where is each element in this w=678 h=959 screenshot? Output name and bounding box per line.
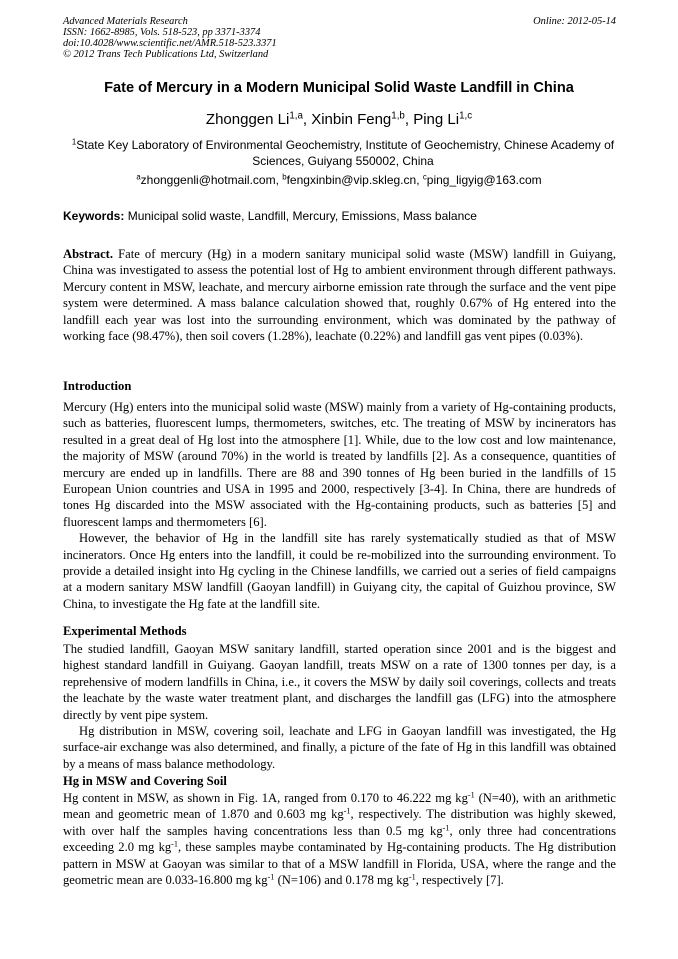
section-heading-hg-msw: Hg in MSW and Covering Soil: [63, 774, 227, 788]
abstract: [63, 246, 616, 344]
text-run: , these samples maybe contaminated by Hg-containing products. The Hg distribution pattern in MSW at Gaoyan was similar to that of a MSW landfill in Florida, USA, where the range and the geometric mean are 0.033-16.800 mg kg: [63, 840, 616, 888]
hg-section-body: [63, 790, 616, 888]
abstract-text: Fate of mercury (Hg) in a modern sanitary municipal solid waste (MSW) landfill in Guiyang, China was investigated to assess the potential lost of Hg to ambient environment through different pathways. Mercury content in MSW, leachate, and mercury airborne emission rate through the surface and the vent pipe system were determined. A mass balance calculation showed that, roughly 0.67% of Hg entered into the landfill each year was lost into the surrounding environment, which was dominated by the pathway of working face (98.47%), then soil covers (1.28%), leachate (0.22%) and landfill gas vent pipes (0.03%).: [63, 247, 616, 344]
online-date: Online: 2012-05-14: [533, 16, 616, 27]
paragraph: [63, 790, 616, 888]
text-run: (N=40), with an arithmetic mean and geometric mean of 1.870 and 0.603 mg kg: [63, 791, 617, 822]
paragraph: The studied landfill, Gaoyan MSW sanitary landfill, started operation since 2001 and is the biggest and highest standard landfill in Guiyang. Gaoyan landfill, treats MSW on a rate of 1300 tonnes per day, is a reprehensive of modern landfills in China, i.e., it covers the MSW by daily soil coverings, collects and treats the leachate by the waste water treatment plant, and discharges the landfill gas (LFG) into the atmosphere directly by vent pipe system.: [63, 642, 616, 722]
affiliation-marker: 1: [71, 137, 77, 147]
text-run: , only three had concentrations exceeding 2.0 mg kg: [63, 823, 616, 855]
affiliation-text: State Key Laboratory of Environmental Geochemistry, Institute of Geochemistry, Chinese Academy of Sciences, Guiyang 550002, China: [76, 138, 615, 168]
author-affil-marker: 1,b: [391, 110, 405, 122]
text-run: , respectively. The distribution was highly skewed, with over half the samples having concentrations less than 0.5 mg kg: [63, 807, 616, 838]
email-marker: c: [422, 172, 427, 182]
author-name: Xinbin Feng: [311, 111, 392, 128]
text-run: Hg content in MSW, as shown in Fig. 1A, ranged from 0.170 to 46.222 mg kg: [63, 791, 468, 805]
author-separator: ,: [302, 111, 312, 128]
affiliation: [63, 137, 623, 169]
author-name: Ping Li: [413, 111, 460, 128]
email-separator: ,: [275, 173, 283, 187]
exponent: -1: [442, 823, 450, 833]
author-name: Zhonggen Li: [205, 111, 290, 128]
email-marker: a: [136, 172, 141, 182]
abstract-label: Abstract.: [63, 247, 114, 261]
exponent: -1: [171, 839, 178, 849]
email-address: fengxinbin@vip.skleg.cn: [286, 173, 417, 187]
keywords: [63, 209, 616, 223]
paragraph: Hg distribution in MSW, covering soil, leachate and LFG in Gaoyan landfill was investigated, the Hg surface-air exchange was also determined, and finally, a picture of the fate of Hg in this landfill was obtained by a means of mass balance methodology.: [63, 724, 616, 771]
text-run: (N=106) and 0.178 mg kg: [274, 873, 409, 888]
text-run: , respectively [7].: [415, 873, 504, 888]
email-address: ping_ligyig@163.com: [426, 173, 542, 187]
email-list: [40, 173, 638, 187]
email-address: zhonggenli@hotmail.com: [140, 173, 276, 187]
methods-body: [63, 641, 616, 772]
author-separator: ,: [404, 111, 414, 128]
author-list: [40, 111, 638, 128]
author-affil-marker: 1,a: [289, 110, 303, 122]
exponent: -1: [467, 790, 475, 800]
copyright-line: © 2012 Trans Tech Publications Ltd, Switzerland: [63, 49, 269, 60]
issn-line: ISSN: 1662-8985, Vols. 518-523, pp 3371-3374: [63, 27, 261, 38]
exponent: -1: [408, 872, 416, 882]
paragraph: However, the behavior of Hg in the landfill site has rarely systematically studied as that of MSW incinerators. Once Hg enters into the landfill, it could be re-mobilized into the surrounding environment. To provide a detailed insight into Hg cycling in the Chinese landfills, we carried out a series of field campaigns at a modern sanitary MSW landfill (Gaoyan landfill) in Guiyang city, the capital of Guizhou province, SW China, to investigate the Hg fate at the landfill site.: [63, 531, 616, 611]
keywords-text: Municipal solid waste, Landfill, Mercury, Emissions, Mass balance: [124, 209, 477, 223]
keywords-label: Keywords:: [63, 209, 125, 223]
exponent: -1: [343, 806, 351, 816]
email-marker: b: [282, 172, 287, 182]
journal-header: [63, 16, 616, 60]
exponent: -1: [267, 872, 275, 882]
doi-line: doi:10.4028/www.scientific.net/AMR.518-523.3371: [63, 38, 277, 49]
paper-title: Fate of Mercury in a Modern Municipal Solid Waste Landfill in China: [104, 80, 574, 96]
author-affil-marker: 1,c: [459, 110, 473, 122]
journal-name: Advanced Materials Research: [63, 16, 188, 27]
introduction-body: [63, 399, 616, 612]
email-separator: ,: [416, 173, 423, 187]
paragraph: Mercury (Hg) enters into the municipal solid waste (MSW) mainly from a variety of Hg-containing products, such as batteries, fluorescent lumps, thermometers, switches, etc. The treating of MSW by incinerators has resulted in a great deal of Hg lost into the atmosphere [1]. While, due to the low cost and low maintenance, the majority of MSW (around 70%) in the world is treated by landfills [2]. As a consequence, quantities of mercury are ended up in landfills. There are 88 and 390 tonnes of Hg been buried in the landfills of 15 European Union countries and USA in 1995 and 2000, respectively [3-4]. In China, there are hundreds of tones Hg discarded into the MSW associated with the Hg-containing products, such as batteries [5] and fluorescent lamps and thermometers [6].: [63, 400, 616, 529]
section-heading-methods: Experimental Methods: [63, 624, 187, 638]
section-heading-introduction: Introduction: [63, 379, 132, 393]
